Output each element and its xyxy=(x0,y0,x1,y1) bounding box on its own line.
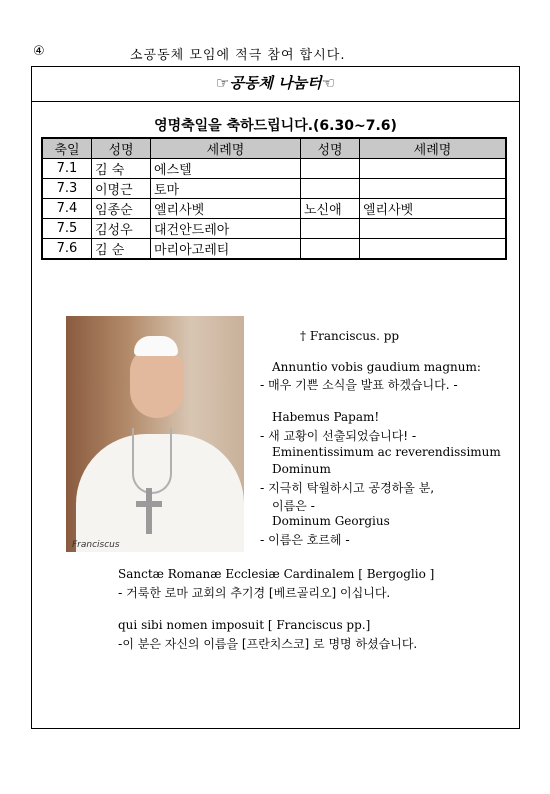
table-cell xyxy=(360,239,507,260)
table-cell: 토마 xyxy=(151,179,301,199)
signature-line: † Franciscus. pp xyxy=(300,329,400,343)
table-row xyxy=(42,219,506,239)
table-cell: 7.1 xyxy=(42,159,92,179)
korean-line: 이름은 - xyxy=(272,499,315,513)
section-title: ☞공동체 나눔터☜ xyxy=(32,67,519,102)
column-header-name: 성명 xyxy=(92,138,151,159)
table-cell: 마리아고레티 xyxy=(151,239,301,260)
table-cell: 노신애 xyxy=(301,199,360,219)
table-cell: 임종순 xyxy=(92,199,151,219)
table-cell: 7.6 xyxy=(42,239,92,260)
table-cell: 이명근 xyxy=(92,179,151,199)
content-frame xyxy=(31,66,520,729)
header-slogan: 소공동체 모임에 적극 참여 합시다. xyxy=(130,48,346,63)
table-header-row xyxy=(42,138,506,159)
table-cell: 7.5 xyxy=(42,219,92,239)
photo-chain xyxy=(132,428,172,494)
table-cell xyxy=(301,159,360,179)
table-cell: 김성우 xyxy=(92,219,151,239)
column-header-baptismal-name-2: 세례명 xyxy=(360,138,507,159)
latin-line: Eminentissimum ac reverendissimum xyxy=(272,445,501,459)
pectoral-cross-bar xyxy=(136,501,162,507)
table-cell: 김 숙 xyxy=(92,159,151,179)
table-row xyxy=(42,239,506,260)
feast-day-table xyxy=(41,137,507,260)
photo-face xyxy=(130,346,184,418)
photo-signature: Franciscus xyxy=(72,540,120,550)
table-cell: 엘리사벳 xyxy=(151,199,301,219)
table-cell xyxy=(360,179,507,199)
latin-line: Sanctæ Romanæ Ecclesiæ Cardinalem [ Bergoglio ] xyxy=(118,567,435,581)
korean-line: -이 분은 자신의 이름을 [프란치스코] 로 명명 하셨습니다. xyxy=(118,637,418,651)
table-cell: 7.4 xyxy=(42,199,92,219)
table-cell: 엘리사벳 xyxy=(360,199,507,219)
korean-line: - 지극히 탁월하시고 공경하올 분, xyxy=(260,481,435,495)
column-header-name-2: 성명 xyxy=(301,138,360,159)
latin-line: Dominum Georgius xyxy=(272,514,390,528)
latin-line: qui sibi nomen imposuit [ Franciscus pp.] xyxy=(118,618,371,632)
latin-line: Annuntio vobis gaudium magnum: xyxy=(272,360,481,374)
table-cell: 에스텔 xyxy=(151,159,301,179)
page-number: ④ xyxy=(33,44,45,59)
table-row xyxy=(42,199,506,219)
korean-line: - 거룩한 로마 교회의 추기경 [베르골리오] 이십니다. xyxy=(118,586,391,600)
column-header-feast-day: 축일 xyxy=(42,138,92,159)
korean-line: - 매우 기쁜 소식을 발표 하겠습니다. - xyxy=(260,378,458,392)
latin-line: Dominum xyxy=(272,462,331,476)
pectoral-cross-icon xyxy=(146,488,152,534)
table-row xyxy=(42,159,506,179)
table-row xyxy=(42,179,506,199)
latin-line: Habemus Papam! xyxy=(272,410,380,424)
table-cell xyxy=(360,219,507,239)
table-cell xyxy=(360,159,507,179)
photo-zucchetto xyxy=(134,336,178,356)
table-cell: 7.3 xyxy=(42,179,92,199)
table-cell: 대건안드레아 xyxy=(151,219,301,239)
feast-greeting: 영명축일을 축하드립니다.(6.30~7.6) xyxy=(154,118,397,134)
table-cell xyxy=(301,179,360,199)
korean-line: - 이름은 호르헤 - xyxy=(260,533,350,547)
table-cell xyxy=(301,219,360,239)
table-cell xyxy=(301,239,360,260)
korean-line: - 새 교황이 선출되었습니다! - xyxy=(260,429,417,443)
column-header-baptismal-name: 세례명 xyxy=(151,138,301,159)
pope-photo xyxy=(66,316,244,552)
table-cell: 김 순 xyxy=(92,239,151,260)
